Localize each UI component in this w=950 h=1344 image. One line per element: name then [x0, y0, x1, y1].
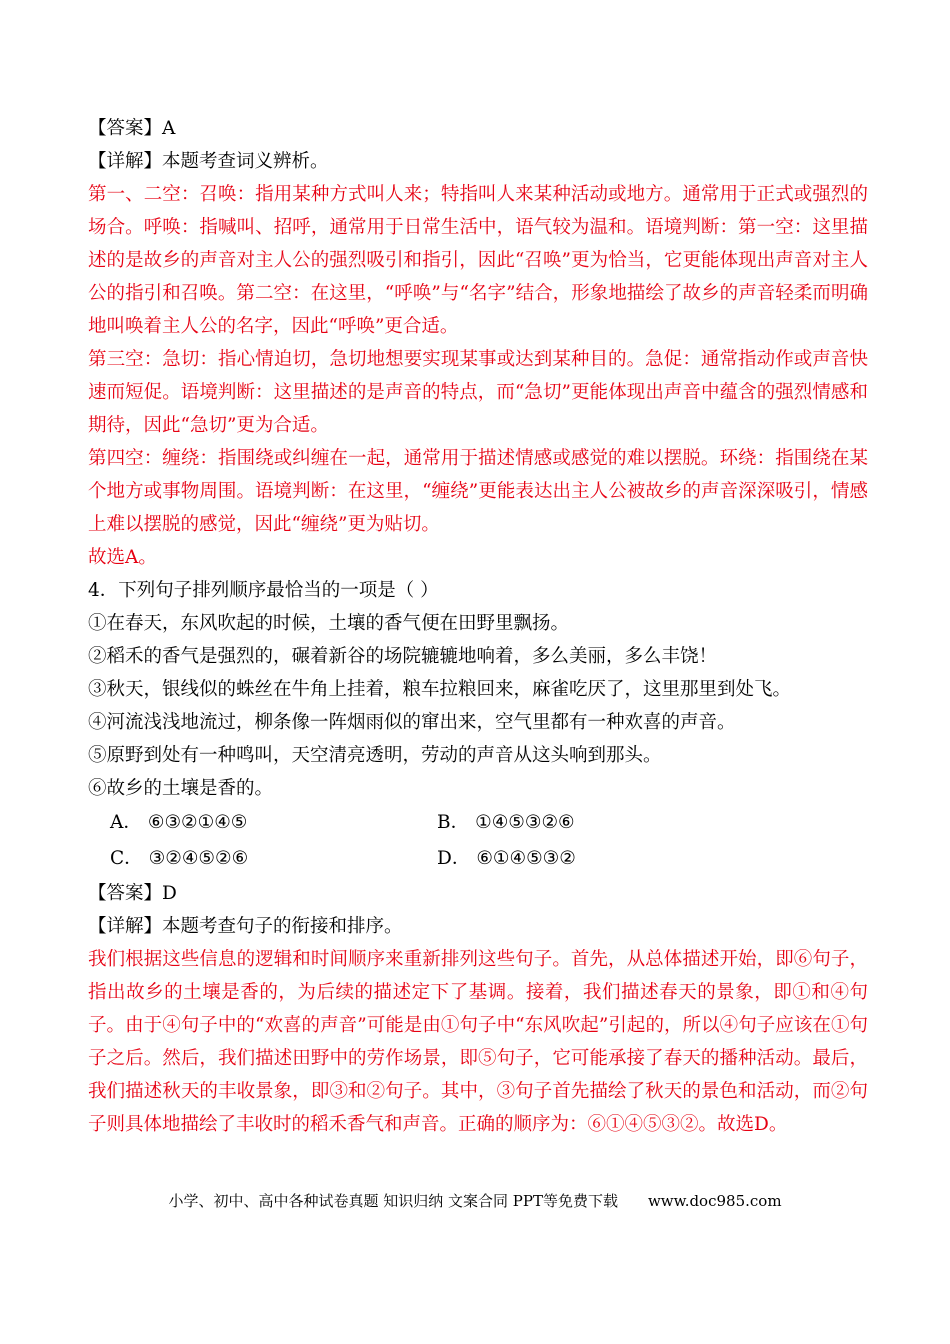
answer-line-2: [88, 877, 868, 910]
conclusion-line: 故选A。: [88, 547, 157, 568]
options-row: [88, 841, 868, 877]
detail-text: 本题考查词义辨析。: [162, 151, 329, 172]
sentence-item: ⑤原野到处有一种鸣叫，天空清亮透明，劳动的声音从这头响到那头。: [88, 745, 662, 766]
question-stem: 4．下列句子排列顺序最恰当的一项是（ ）: [88, 580, 439, 601]
document-page: [88, 112, 868, 1141]
option-d: D． ⑥①④⑤③②: [437, 848, 576, 869]
footer-text: 小学、初中、高中各种试卷真题 知识归纳 文案合同 PPT等免费下载: [168, 1192, 618, 1210]
footer-url: www.doc985.com: [647, 1192, 782, 1210]
sentence-item: ②稻禾的香气是强烈的，碾着新谷的场院辘辘地响着，多么美丽，多么丰饶！: [88, 646, 718, 667]
explanation-paragraph: 第三空：急切：指心情迫切，急切地想要实现某事或达到某种目的。急促：通常指动作或声音快速而短促。语境判断：这里描述的是声音的特点，而“急切”更能体现出声音中蕴含的强烈情感和期待，因此“急切”更为合适。: [88, 349, 868, 436]
explanation-paragraph: 第一、二空：召唤：指用某种方式叫人来；特指叫人来某种活动或地方。通常用于正式或强烈的场合。呼唤：指喊叫、招呼，通常用于日常生活中，语气较为温和。语境判断：第一空：这里描述的是故乡的声音对主人公的强烈吸引和指引，因此“召唤”更为恰当，它更能体现出声音对主人公的指引和召唤。第二空：在这里，“呼唤”与“名字”结合，形象地描绘了故乡的声音轻柔而明确地叫唤着主人公的名字，因此“呼唤”更合适。: [88, 184, 868, 337]
sentence-item: ④河流浅浅地流过，柳条像一阵烟雨似的窜出来，空气里都有一种欢喜的声音。: [88, 712, 736, 733]
answer-label: 【答案】: [88, 118, 163, 139]
explanation-paragraph: 我们根据这些信息的逻辑和时间顺序来重新排列这些句子。首先，从总体描述开始，即⑥句子，指出故乡的土壤是香的，为后续的描述定下了基调。接着，我们描述春天的景象，即①和④句子。由于④句子中的“欢喜的声音”可能是由①句子中“东风吹起”引起的，所以④句子应该在①句子之后。然后，我们描述田野中的劳作场景，即⑤句子，它可能承接了春天的播种活动。最后，我们描述秋天的丰收景象，即③和②句子。其中，③句子首先描绘了秋天的景色和活动，而②句子则具体地描绘了丰收时的稻禾香气和声音。正确的顺序为：⑥①④⑤③②。故选D。: [88, 949, 868, 1135]
detail-line-2: [88, 910, 868, 943]
sentence-item: ③秋天，银线似的蛛丝在牛角上挂着，粮车拉粮回来，麻雀吃厌了，这里那里到处飞。: [88, 679, 792, 700]
answer-value: A: [162, 118, 176, 139]
sentence-item: ①在春天，东风吹起的时候，土壤的香气便在田野里飘扬。: [88, 613, 570, 634]
option-a: A． ⑥③②①④⑤: [110, 812, 248, 833]
explanation-paragraph: 第四空：缠绕：指围绕或纠缠在一起，通常用于描述情感或感觉的难以摆脱。环绕：指围绕在某个地方或事物周围。语境判断：在这里，“缠绕”更能表达出主人公被故乡的声音深深吸引，情感上难以摆脱的感觉，因此“缠绕”更为贴切。: [88, 448, 868, 535]
detail-label: 【详解】: [88, 916, 163, 937]
answer-line-1: [88, 112, 868, 145]
sentence-item: ⑥故乡的土壤是香的。: [88, 778, 274, 799]
option-c: C． ③②④⑤②⑥: [110, 848, 249, 869]
answer-value: D: [162, 883, 177, 904]
detail-text: 本题考查句子的衔接和排序。: [162, 916, 403, 937]
page-footer: [0, 1190, 950, 1212]
option-b: B． ①④⑤③②⑥: [437, 812, 575, 833]
answer-label: 【答案】: [88, 883, 163, 904]
options-row: [88, 805, 868, 841]
detail-line-1: [88, 145, 868, 178]
detail-label: 【详解】: [88, 151, 163, 172]
